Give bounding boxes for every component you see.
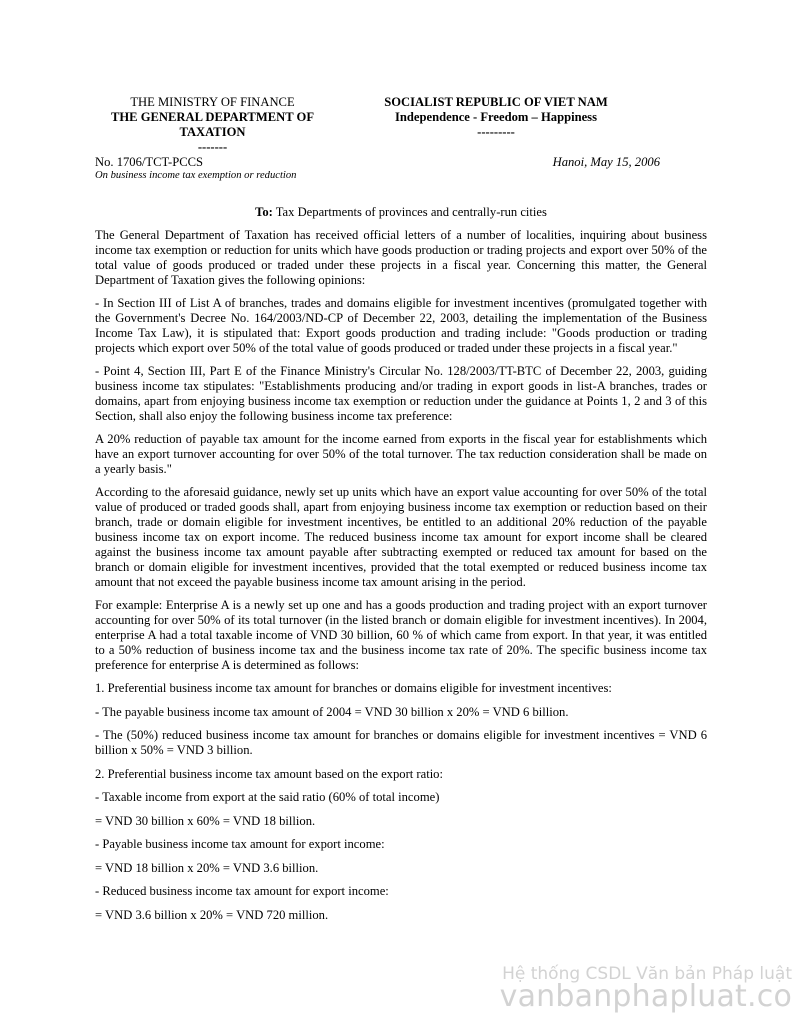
- body-paragraph: - The payable business income tax amount of 2004 = VND 30 billion x 20% = VND 6 billion.: [95, 704, 569, 719]
- body-paragraph: The General Department of Taxation has received official letters of a number of localities, inquiring about business income tax exemption or reduction for units which have goods production or trading projects and export over 50% of the total value of goods produced or traded under these projects in a fiscal year. Concerning this matter, the General Department of Taxation gives the following opinions:: [95, 228, 707, 287]
- document-number: No. 1706/TCT-PCCS: [95, 155, 204, 169]
- issuer-ministry: THE MINISTRY OF FINANCE: [130, 95, 295, 109]
- recipient-label: To:: [255, 205, 273, 219]
- issuer-department-line2: TAXATION: [179, 125, 246, 139]
- body-paragraph: = VND 18 billion x 20% = VND 3.6 billion.: [95, 860, 319, 875]
- body-paragraph: - Taxable income from export at the said ratio (60% of total income): [95, 790, 440, 804]
- document-body: [95, 228, 707, 931]
- body-paragraph: - Point 4, Section III, Part E of the Finance Ministry's Circular No. 128/2003/TT-BTC of December 22, 2003, guiding business income tax stipulates: "Establishments producing and/or trading in export goods in list-A branches, trades or domains, apart from enjoying business income tax exemption or reduction under the guidance at Points 1, 2 and 3 of this Section, shall also enjoy the following business income tax preference:: [95, 364, 707, 423]
- body-paragraph: 2. Preferential business income tax amount based on the export ratio:: [95, 766, 443, 781]
- recipient-line: [95, 205, 707, 220]
- body-paragraph: - The (50%) reduced business income tax amount for branches or domains eligible for investment incentives = VND 6 billion x 50% = VND 3 billion.: [95, 728, 707, 757]
- document-date: Hanoi, May 15, 2006: [552, 155, 660, 169]
- body-paragraph: According to the aforesaid guidance, newly set up units which have an export value accounting for over 50% of the total value of produced or traded goods shall, apart from enjoying business income tax exemption or reduction based on their branch, trade or domain eligible for investment incentives, be entitled to an additional 20% reduction of the payable business income tax on export income. The reduced business income tax amount for export income shall be cleared against the business income tax amount payable after subtracting exempted or reduced tax amount for based on the branch or domain eligible for investment incentives, provided that the total exempted or reduced business income tax amount that not exceed the payable business income tax amount arising in the period.: [95, 485, 707, 589]
- document-subject: On business income tax exemption or reduction: [95, 170, 297, 181]
- body-paragraph: For example: Enterprise A is a newly set up one and has a goods production and trading project with an export turnover accounting for over 50% of its total turnover (in the listed branch or domain eligible for investment incentives). In 2004, enterprise A had a total taxable income of VND 30 billion, 60 % of which came from export. In that year, it was entitled to a 50% reduction of business income tax and the business income tax rate of 20%. The specific business income tax preference for enterprise A is determined as follows:: [95, 598, 707, 672]
- watermark-caption: Hệ thống CSDL Văn bản Pháp luật: [502, 964, 792, 984]
- issuer-block: [90, 95, 335, 155]
- issuer-divider: -------: [197, 140, 228, 154]
- body-paragraph: = VND 30 billion x 60% = VND 18 billion.: [95, 813, 316, 828]
- body-paragraph: - Reduced business income tax amount for export income:: [95, 884, 389, 898]
- body-paragraph: A 20% reduction of payable tax amount for the income earned from exports in the fiscal year for establishments which have an export turnover accounting for over 50% of the total turnover. The tax reduction consideration shall be made on a yearly basis.": [95, 432, 707, 476]
- motto-divider: ---------: [477, 125, 515, 139]
- recipient-text: Tax Departments of provinces and centrally-run cities: [272, 205, 547, 219]
- country-name: SOCIALIST REPUBLIC OF VIET NAM: [384, 95, 608, 109]
- national-motto-block: [362, 95, 630, 140]
- issuer-department-line1: THE GENERAL DEPARTMENT OF: [110, 110, 315, 124]
- body-paragraph: 1. Preferential business income tax amount for branches or domains eligible for investment incentives:: [95, 681, 612, 695]
- body-paragraph: - Payable business income tax amount for export income:: [95, 837, 385, 851]
- national-motto: Independence - Freedom – Happiness: [395, 110, 597, 124]
- body-paragraph: = VND 3.6 billion x 20% = VND 720 million.: [95, 907, 329, 922]
- watermark-site-name: vanbanphapluat.co: [499, 979, 792, 1014]
- body-paragraph: - In Section III of List A of branches, trades and domains eligible for investment incentives (promulgated together with the Government's Decree No. 164/2003/ND-CP of December 22, 2003, detailing the implementation of the Business Income Tax Law), it is stipulated that: Export goods production and trading include: "Goods production or trading projects which export over 50% of the total value of goods produced or traded under these projects in a fiscal year.": [95, 296, 707, 355]
